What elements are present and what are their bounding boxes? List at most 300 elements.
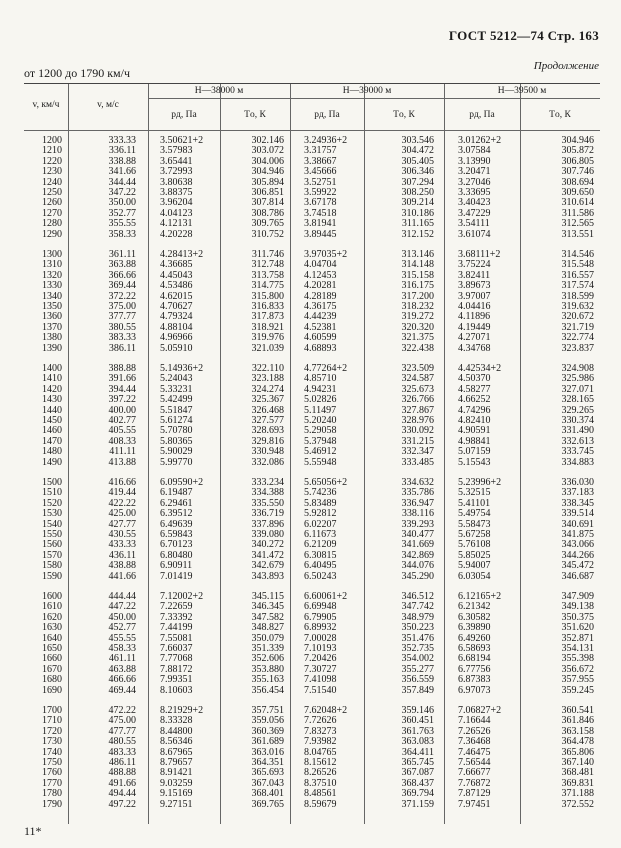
- table-cell: 4.88104: [160, 321, 193, 333]
- table-cell: 472.22: [108, 705, 136, 716]
- table-cell: 5.94007: [458, 560, 491, 572]
- table-cell: 4.66252: [458, 394, 491, 406]
- table-cell: 4.42534+2: [458, 363, 502, 374]
- table-cell: 331.215: [401, 435, 434, 447]
- table-cell: 4.68893: [304, 342, 337, 354]
- table-cell: 333.234: [251, 477, 284, 488]
- table-cell: 7.16644: [458, 715, 491, 727]
- table-cell: 7.46475: [458, 746, 491, 758]
- table-cell: 461.11: [108, 653, 136, 665]
- table-cell: 450.00: [108, 611, 136, 623]
- column-v-ms: [74, 592, 136, 696]
- table-cell: 317.200: [401, 290, 434, 302]
- table-cell: 5.33231: [160, 383, 193, 395]
- table-cell: 304.946: [251, 166, 284, 178]
- table-cell: 8.91421: [160, 767, 193, 779]
- table-cell: 6.70123: [160, 539, 193, 551]
- table-cell: 310.752: [251, 228, 284, 240]
- column-temp-38000: [224, 478, 284, 582]
- table-cell: 375.00: [108, 300, 136, 312]
- table-cell: 311.586: [561, 207, 594, 219]
- column-temp-38000: [224, 136, 284, 240]
- column-v-kmh: [28, 478, 62, 582]
- column-pressure-39500: [458, 706, 514, 810]
- table-cell: 346.687: [561, 570, 594, 582]
- table-cell: 1690: [42, 684, 62, 696]
- table-cell: 325.673: [401, 383, 434, 395]
- table-cell: 5.90029: [160, 446, 193, 458]
- table-cell: 5.49754: [458, 508, 491, 520]
- table-cell: 7.93982: [304, 736, 337, 748]
- table-cell: 7.10193: [304, 642, 337, 654]
- table-cell: 411.11: [109, 446, 136, 458]
- column-v-ms: [74, 478, 136, 582]
- table-cell: 3.40423: [458, 197, 491, 209]
- table-cell: 6.21209: [304, 539, 337, 551]
- column-pressure-39500: [458, 592, 514, 696]
- table-cell: 364.351: [251, 756, 284, 768]
- table-cell: 1790: [42, 798, 62, 810]
- column-pressure-39000: [304, 592, 360, 696]
- table-cell: 306.851: [251, 186, 284, 198]
- table-cell: 369.831: [561, 777, 594, 789]
- table-cell: 3.45666: [304, 166, 337, 178]
- table-cell: 5.70780: [160, 425, 193, 437]
- table-cell: 347.582: [251, 611, 284, 623]
- column-temp-38000: [224, 250, 284, 354]
- table-cell: 364.411: [401, 746, 434, 758]
- table-cell: 1670: [42, 663, 62, 675]
- table-cell: 365.806: [561, 746, 594, 758]
- table-cell: 3.54111: [458, 218, 490, 230]
- table-cell: 491.66: [108, 777, 136, 789]
- table-cell: 438.88: [108, 560, 136, 572]
- table-cell: 5.65056+2: [304, 477, 348, 488]
- table-cell: 317.873: [251, 311, 284, 323]
- table-cell: 1330: [42, 280, 62, 292]
- table-cell: 352.606: [251, 653, 284, 665]
- table-cell: 344.266: [561, 549, 594, 561]
- table-cell: 6.03054: [458, 570, 491, 582]
- table-cell: 305.894: [251, 176, 284, 188]
- table-cell: 332.086: [251, 456, 284, 468]
- table-cell: 408.33: [108, 435, 136, 447]
- table-cell: 488.88: [108, 767, 136, 779]
- table-cell: 3.50621+2: [160, 135, 204, 146]
- table-cell: 1250: [42, 186, 62, 198]
- table-cell: 337.183: [561, 487, 594, 499]
- column-pressure-38000: [160, 706, 216, 810]
- table-cell: 340.272: [251, 539, 284, 551]
- table-cell: 303.072: [251, 145, 284, 157]
- table-cell: 317.574: [561, 280, 594, 292]
- table-cell: 5.55948: [304, 456, 337, 468]
- table-cell: 3.72993: [160, 166, 193, 178]
- table-cell: 7.66037: [160, 642, 193, 654]
- table-cell: 4.85710: [304, 373, 337, 385]
- table-cell: 356.559: [401, 674, 434, 686]
- col-header-temp-1: Tо, К: [244, 110, 266, 120]
- table-cell: 4.20281: [304, 280, 337, 292]
- table-cell: 6.49639: [160, 518, 193, 530]
- col-header-pressure-1: pд, Па: [171, 110, 197, 120]
- table-cell: 359.245: [561, 684, 594, 696]
- table-cell: 326.468: [251, 404, 284, 416]
- column-temp-39000: [370, 136, 434, 240]
- table-cell: 356.672: [561, 663, 594, 675]
- table-cell: 307.814: [251, 197, 284, 209]
- table-cell: 1280: [42, 218, 62, 230]
- table-cell: 332.347: [401, 446, 434, 458]
- column-temp-38000: [224, 364, 284, 468]
- table-cell: 7.06827+2: [458, 705, 502, 716]
- table-cell: 312.748: [251, 259, 284, 271]
- table-cell: 3.81941: [304, 218, 337, 230]
- table-cell: 319.976: [251, 332, 284, 344]
- table-cell: 3.20471: [458, 166, 491, 178]
- table-cell: 4.58277: [458, 383, 491, 395]
- table-cell: 335.550: [251, 497, 284, 509]
- table-cell: 363.083: [401, 736, 434, 748]
- table-cell: 351.476: [401, 632, 434, 644]
- table-cell: 354.002: [401, 653, 434, 665]
- table-cell: 5.67258: [458, 528, 491, 540]
- table-cell: 441.66: [108, 570, 136, 582]
- table-cell: 345.290: [401, 570, 434, 582]
- table-cell: 331.490: [561, 425, 594, 437]
- table-cell: 402.77: [108, 414, 136, 426]
- column-temp-39500: [528, 706, 594, 810]
- table-cell: 400.00: [108, 404, 136, 416]
- table-cell: 372.552: [561, 798, 594, 810]
- table-cell: 312.152: [401, 228, 434, 240]
- table-cell: 6.09590+2: [160, 477, 204, 488]
- table-cell: 7.77068: [160, 653, 193, 665]
- table-cell: 315.158: [401, 269, 434, 281]
- table-cell: 325.367: [251, 394, 284, 406]
- table-cell: 4.52381: [304, 321, 337, 333]
- table-cell: 6.97073: [458, 684, 491, 696]
- col-header-alt-39000: H—39000 м: [342, 86, 392, 96]
- table-cell: 360.369: [251, 725, 284, 737]
- table-cell: 341.66: [108, 166, 136, 178]
- table-cell: 8.44800: [160, 725, 193, 737]
- table-cell: 1340: [42, 290, 62, 302]
- table-cell: 3.67178: [304, 197, 337, 209]
- table-cell: 3.57983: [160, 145, 193, 157]
- table-cell: 1460: [42, 425, 62, 437]
- table-cell: 344.076: [401, 560, 434, 572]
- table-cell: 8.79657: [160, 756, 193, 768]
- table-cell: 338.116: [401, 508, 434, 520]
- table-cell: 4.28413+2: [160, 249, 204, 260]
- table-cell: 5.23996+2: [458, 477, 502, 488]
- table-cell: 327.577: [251, 414, 284, 426]
- table-cell: 357.751: [251, 705, 284, 716]
- table-cell: 5.14936+2: [160, 363, 204, 374]
- table-cell: 6.40495: [304, 560, 337, 572]
- table-cell: 323.509: [401, 363, 434, 374]
- table-cell: 363.016: [251, 746, 284, 758]
- column-pressure-39000: [304, 250, 360, 354]
- table-cell: 3.52751: [304, 176, 337, 188]
- table-cell: 7.41098: [304, 674, 337, 686]
- table-cell: 345.472: [561, 560, 594, 572]
- table-cell: 7.51540: [304, 684, 337, 696]
- table-cell: 4.19449: [458, 321, 491, 333]
- table-cell: 4.50370: [458, 373, 491, 385]
- table-cell: 326.766: [401, 394, 434, 406]
- column-temp-39000: [370, 364, 434, 468]
- col-header-pressure-3: pд, Па: [469, 110, 495, 120]
- table-cell: 346.345: [251, 601, 284, 613]
- table-cell: 5.58473: [458, 518, 491, 530]
- table-cell: 350.079: [251, 632, 284, 644]
- table-cell: 1470: [42, 435, 62, 447]
- table-cell: 334.632: [401, 477, 434, 488]
- table-cell: 371.188: [561, 788, 594, 800]
- table-cell: 5.76108: [458, 539, 491, 551]
- table-cell: 1230: [42, 166, 62, 178]
- table-cell: 332.613: [561, 435, 594, 447]
- table-cell: 7.12002+2: [160, 591, 204, 602]
- table-cell: 391.66: [108, 373, 136, 385]
- table-cell: 3.97035+2: [304, 249, 348, 260]
- table-cell: 316.833: [251, 300, 284, 312]
- table-cell: 383.33: [108, 332, 136, 344]
- table-cell: 4.04416: [458, 300, 491, 312]
- table-cell: 333.485: [401, 456, 434, 468]
- table-cell: 6.39512: [160, 508, 193, 520]
- table-cell: 1420: [42, 383, 62, 395]
- table-cell: 341.669: [401, 539, 434, 551]
- table-cell: 7.72626: [304, 715, 337, 727]
- table-cell: 352.735: [401, 642, 434, 654]
- table-cell: 310.614: [561, 197, 594, 209]
- column-temp-39500: [528, 136, 594, 240]
- table-cell: 430.55: [108, 528, 136, 540]
- table-cell: 7.00028: [304, 632, 337, 644]
- table-cell: 5.41101: [458, 497, 491, 509]
- col-header-alt-38000: H—38000 м: [194, 86, 244, 96]
- table-cell: 366.66: [108, 269, 136, 281]
- table-cell: 365.745: [401, 756, 434, 768]
- table-cell: 6.79905: [304, 611, 337, 623]
- table-cell: 3.61074: [458, 228, 491, 240]
- table-cell: 348.979: [401, 611, 434, 623]
- column-temp-39500: [528, 364, 594, 468]
- table-cell: 313.551: [561, 228, 594, 240]
- table-cell: 3.89445: [304, 228, 337, 240]
- table-cell: 4.36175: [304, 300, 337, 312]
- table-cell: 325.986: [561, 373, 594, 385]
- continuation-label: Продолжение: [533, 60, 599, 72]
- table-cell: 339.080: [251, 528, 284, 540]
- table-cell: 3.80638: [160, 176, 193, 188]
- table-cell: 308.694: [561, 176, 594, 188]
- table-cell: 3.01262+2: [458, 135, 502, 146]
- table-cell: 7.97451: [458, 798, 491, 810]
- column-v-kmh: [28, 136, 62, 240]
- table-cell: 4.12131: [160, 218, 193, 230]
- table-cell: 305.405: [401, 155, 434, 167]
- column-pressure-38000: [160, 592, 216, 696]
- table-cell: 6.68194: [458, 653, 491, 665]
- column-v-ms: [74, 136, 136, 240]
- column-pressure-39000: [304, 478, 360, 582]
- table-cell: 6.80480: [160, 549, 193, 561]
- table-cell: 5.80365: [160, 435, 193, 447]
- table-cell: 5.20240: [304, 414, 337, 426]
- table-cell: 7.26526: [458, 725, 491, 737]
- table-cell: 7.44199: [160, 622, 193, 634]
- table-cell: 1540: [42, 518, 62, 530]
- table-cell: 6.89932: [304, 622, 337, 634]
- table-cell: 7.99351: [160, 674, 193, 686]
- table-cell: 425.00: [108, 508, 136, 520]
- table-cell: 337.896: [251, 518, 284, 530]
- table-cell: 6.30582: [458, 611, 491, 623]
- table-cell: 347.22: [108, 186, 136, 198]
- table-cell: 302.146: [251, 135, 284, 146]
- table-cell: 303.546: [401, 135, 434, 146]
- table-cell: 309.765: [251, 218, 284, 230]
- table-cell: 307.746: [561, 166, 594, 178]
- table-cell: 368.437: [401, 777, 434, 789]
- table-cell: 306.805: [561, 155, 594, 167]
- table-cell: 6.77756: [458, 663, 491, 675]
- table-cell: 9.03259: [160, 777, 193, 789]
- table-cell: 1650: [42, 642, 62, 654]
- table-cell: 1270: [42, 207, 62, 219]
- table-cell: 320.320: [401, 321, 434, 333]
- table-cell: 309.650: [561, 186, 594, 198]
- table-cell: 1770: [42, 777, 62, 789]
- table-cell: 6.30815: [304, 549, 337, 561]
- table-cell: 433.33: [108, 539, 136, 551]
- table-cell: 380.55: [108, 321, 136, 333]
- table-cell: 336.719: [251, 508, 284, 520]
- table-cell: 444.44: [108, 591, 136, 602]
- column-pressure-38000: [160, 364, 216, 468]
- column-temp-39000: [370, 250, 434, 354]
- table-cell: 1530: [42, 508, 62, 520]
- table-cell: 377.77: [108, 311, 136, 323]
- table-cell: 7.62048+2: [304, 705, 348, 716]
- table-cell: 361.689: [251, 736, 284, 748]
- table-cell: 7.66677: [458, 767, 491, 779]
- column-temp-39500: [528, 592, 594, 696]
- table-cell: 469.44: [108, 684, 136, 696]
- table-cell: 304.472: [401, 145, 434, 157]
- table-cell: 1620: [42, 611, 62, 623]
- table-cell: 318.232: [401, 300, 434, 312]
- table-cell: 8.15612: [304, 756, 337, 768]
- table-cell: 1300: [42, 249, 62, 260]
- table-cell: 6.50243: [304, 570, 337, 582]
- table-cell: 314.148: [401, 259, 434, 271]
- table-cell: 1320: [42, 269, 62, 281]
- column-temp-38000: [224, 706, 284, 810]
- column-v-kmh: [28, 706, 62, 810]
- table-cell: 342.679: [251, 560, 284, 572]
- table-cell: 309.214: [401, 197, 434, 209]
- table-cell: 350.375: [561, 611, 594, 623]
- column-temp-38000: [224, 592, 284, 696]
- table-cell: 7.01419: [160, 570, 193, 582]
- table-cell: 8.26526: [304, 767, 337, 779]
- table-cell: 335.786: [401, 487, 434, 499]
- table-cell: 327.867: [401, 404, 434, 416]
- table-cell: 328.693: [251, 425, 284, 437]
- table-cell: 6.02207: [304, 518, 337, 530]
- table-cell: 3.65441: [160, 155, 193, 167]
- table-cell: 1680: [42, 674, 62, 686]
- table-cell: 475.00: [108, 715, 136, 727]
- table-cell: 352.77: [108, 207, 136, 219]
- table-cell: 1780: [42, 788, 62, 800]
- table-cell: 329.816: [251, 435, 284, 447]
- table-cell: 3.13990: [458, 155, 491, 167]
- table-cell: 6.19487: [160, 487, 193, 499]
- table-cell: 321.039: [251, 342, 284, 354]
- table-cell: 7.33392: [160, 611, 193, 623]
- table-cell: 347.742: [401, 601, 434, 613]
- column-v-ms: [74, 364, 136, 468]
- table-cell: 334.388: [251, 487, 284, 499]
- table-cell: 4.98841: [458, 435, 491, 447]
- table-cell: 4.74296: [458, 404, 491, 416]
- table-cell: 367.087: [401, 767, 434, 779]
- table-cell: 7.30727: [304, 663, 337, 675]
- table-cell: 322.774: [561, 332, 594, 344]
- table-cell: 7.36468: [458, 736, 491, 748]
- table-cell: 363.88: [108, 259, 136, 271]
- table-cell: 363.158: [561, 725, 594, 737]
- table-cell: 419.44: [108, 487, 136, 499]
- table-cell: 7.55081: [160, 632, 193, 644]
- table-cell: 422.22: [108, 497, 136, 509]
- table-cell: 336.030: [561, 477, 594, 488]
- table-cell: 4.82410: [458, 414, 491, 426]
- table-cell: 3.33695: [458, 186, 491, 198]
- page-footer: 11*: [24, 824, 42, 838]
- table-cell: 405.55: [108, 425, 136, 437]
- table-cell: 342.869: [401, 549, 434, 561]
- table-cell: 328.165: [561, 394, 594, 406]
- table-cell: 477.77: [108, 725, 136, 737]
- table-cell: 355.55: [108, 218, 136, 230]
- table-cell: 321.375: [401, 332, 434, 344]
- table-cell: 7.56544: [458, 756, 491, 768]
- table-cell: 357.955: [561, 674, 594, 686]
- table-cell: 413.88: [108, 456, 136, 468]
- table-cell: 458.33: [108, 642, 136, 654]
- table-cell: 4.60599: [304, 332, 337, 344]
- table-cell: 4.11896: [458, 311, 491, 323]
- table-cell: 1750: [42, 756, 62, 768]
- table-cell: 483.33: [108, 746, 136, 758]
- table-cell: 3.96204: [160, 197, 193, 209]
- table-cell: 361.11: [108, 249, 136, 260]
- table-cell: 336.947: [401, 497, 434, 509]
- table-cell: 4.45043: [160, 269, 193, 281]
- table-cell: 316.557: [561, 269, 594, 281]
- table-cell: 5.51847: [160, 404, 193, 416]
- table-cell: 466.66: [108, 674, 136, 686]
- table-cell: 4.96966: [160, 332, 193, 344]
- table-cell: 8.21929+2: [160, 705, 204, 716]
